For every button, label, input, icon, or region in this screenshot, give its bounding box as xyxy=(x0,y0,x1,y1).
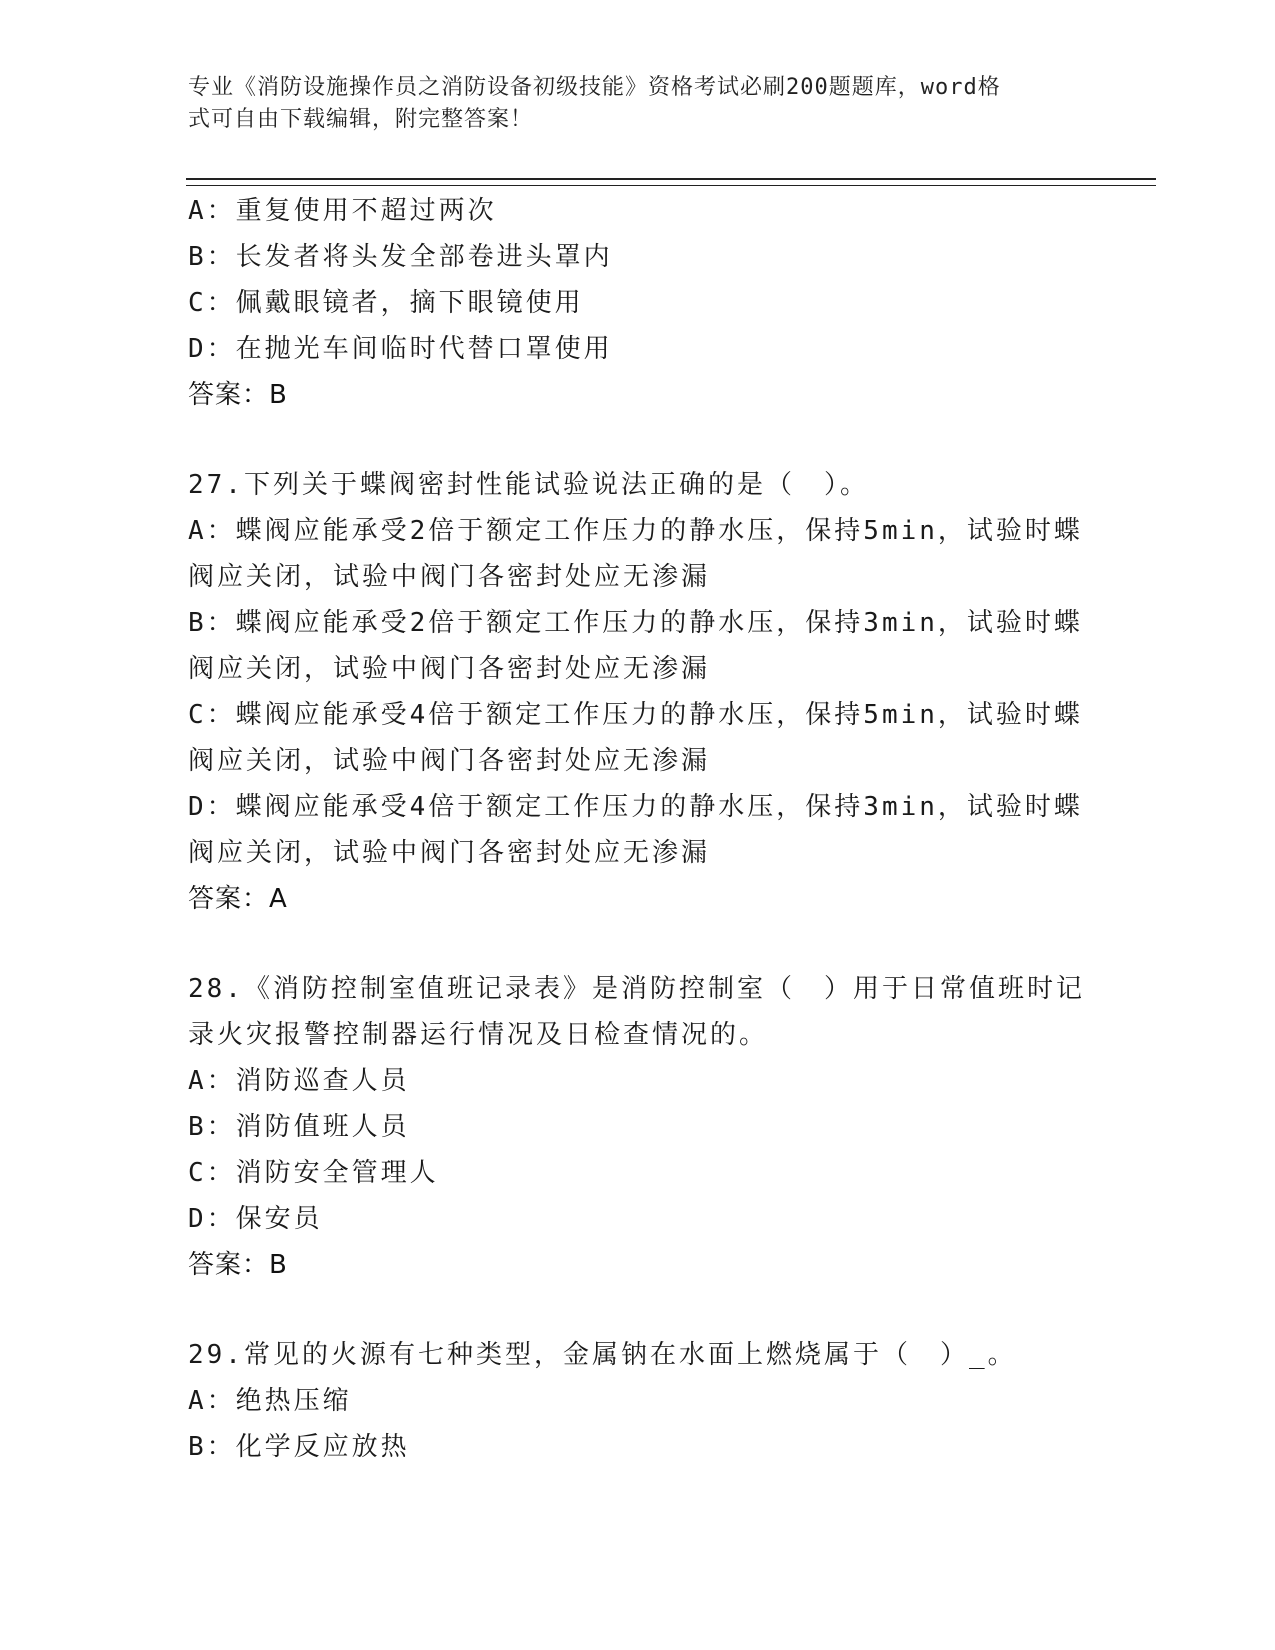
option-b-continued: 阀应关闭，试验中阀门各密封处应无渗漏 xyxy=(188,654,711,684)
option-a: A：绝热压缩 xyxy=(188,1386,352,1416)
option-b: B：蝶阀应能承受2倍于额定工作压力的静水压，保持3min，试验时蝶 xyxy=(188,608,1083,638)
question-stem-continued: 录火灾报警控制器运行情况及日检查情况的。 xyxy=(188,1020,769,1050)
header-line-1: 专业《消防设施操作员之消防设备初级技能》资格考试必刷200题题库，word格 xyxy=(188,75,1001,100)
question-block-28 xyxy=(188,966,1088,1288)
document-header xyxy=(188,72,1068,136)
option-c: C：蝶阀应能承受4倍于额定工作压力的静水压，保持5min，试验时蝶 xyxy=(188,700,1083,730)
question-content xyxy=(188,188,1088,1470)
header-line-2: 式可自由下载编辑，附完整答案！ xyxy=(188,107,534,132)
question-stem: 27.下列关于蝶阀密封性能试验说法正确的是（ ）。 xyxy=(188,470,869,500)
question-block-27 xyxy=(188,462,1088,922)
option-b: B：长发者将头发全部卷进头罩内 xyxy=(188,242,613,272)
option-d: D：在抛光车间临时代替口罩使用 xyxy=(188,334,613,364)
option-b: B：消防值班人员 xyxy=(188,1112,410,1142)
question-stem: 29.常见的火源有七种类型，金属钠在水面上燃烧属于（ ）_。 xyxy=(188,1340,1017,1370)
question-block-26 xyxy=(188,188,1088,418)
option-a: A：重复使用不超过两次 xyxy=(188,196,497,226)
option-a: A：蝶阀应能承受2倍于额定工作压力的静水压，保持5min，试验时蝶 xyxy=(188,516,1083,546)
question-stem: 28.《消防控制室值班记录表》是消防控制室（ ）用于日常值班时记 xyxy=(188,974,1085,1004)
option-c-continued: 阀应关闭，试验中阀门各密封处应无渗漏 xyxy=(188,746,711,776)
option-d: D：蝶阀应能承受4倍于额定工作压力的静水压，保持3min，试验时蝶 xyxy=(188,792,1083,822)
answer-line: 答案：A xyxy=(188,884,288,914)
option-d-continued: 阀应关闭，试验中阀门各密封处应无渗漏 xyxy=(188,838,711,868)
option-a: A：消防巡查人员 xyxy=(188,1066,410,1096)
question-block-29 xyxy=(188,1332,1088,1470)
option-a-continued: 阀应关闭，试验中阀门各密封处应无渗漏 xyxy=(188,562,711,592)
option-c: C：消防安全管理人 xyxy=(188,1158,439,1188)
option-d: D：保安员 xyxy=(188,1204,323,1234)
answer-line: 答案：B xyxy=(188,380,288,410)
answer-line: 答案：B xyxy=(188,1250,288,1280)
header-divider xyxy=(186,178,1156,186)
option-c: C：佩戴眼镜者，摘下眼镜使用 xyxy=(188,288,584,318)
option-b: B：化学反应放热 xyxy=(188,1432,410,1462)
